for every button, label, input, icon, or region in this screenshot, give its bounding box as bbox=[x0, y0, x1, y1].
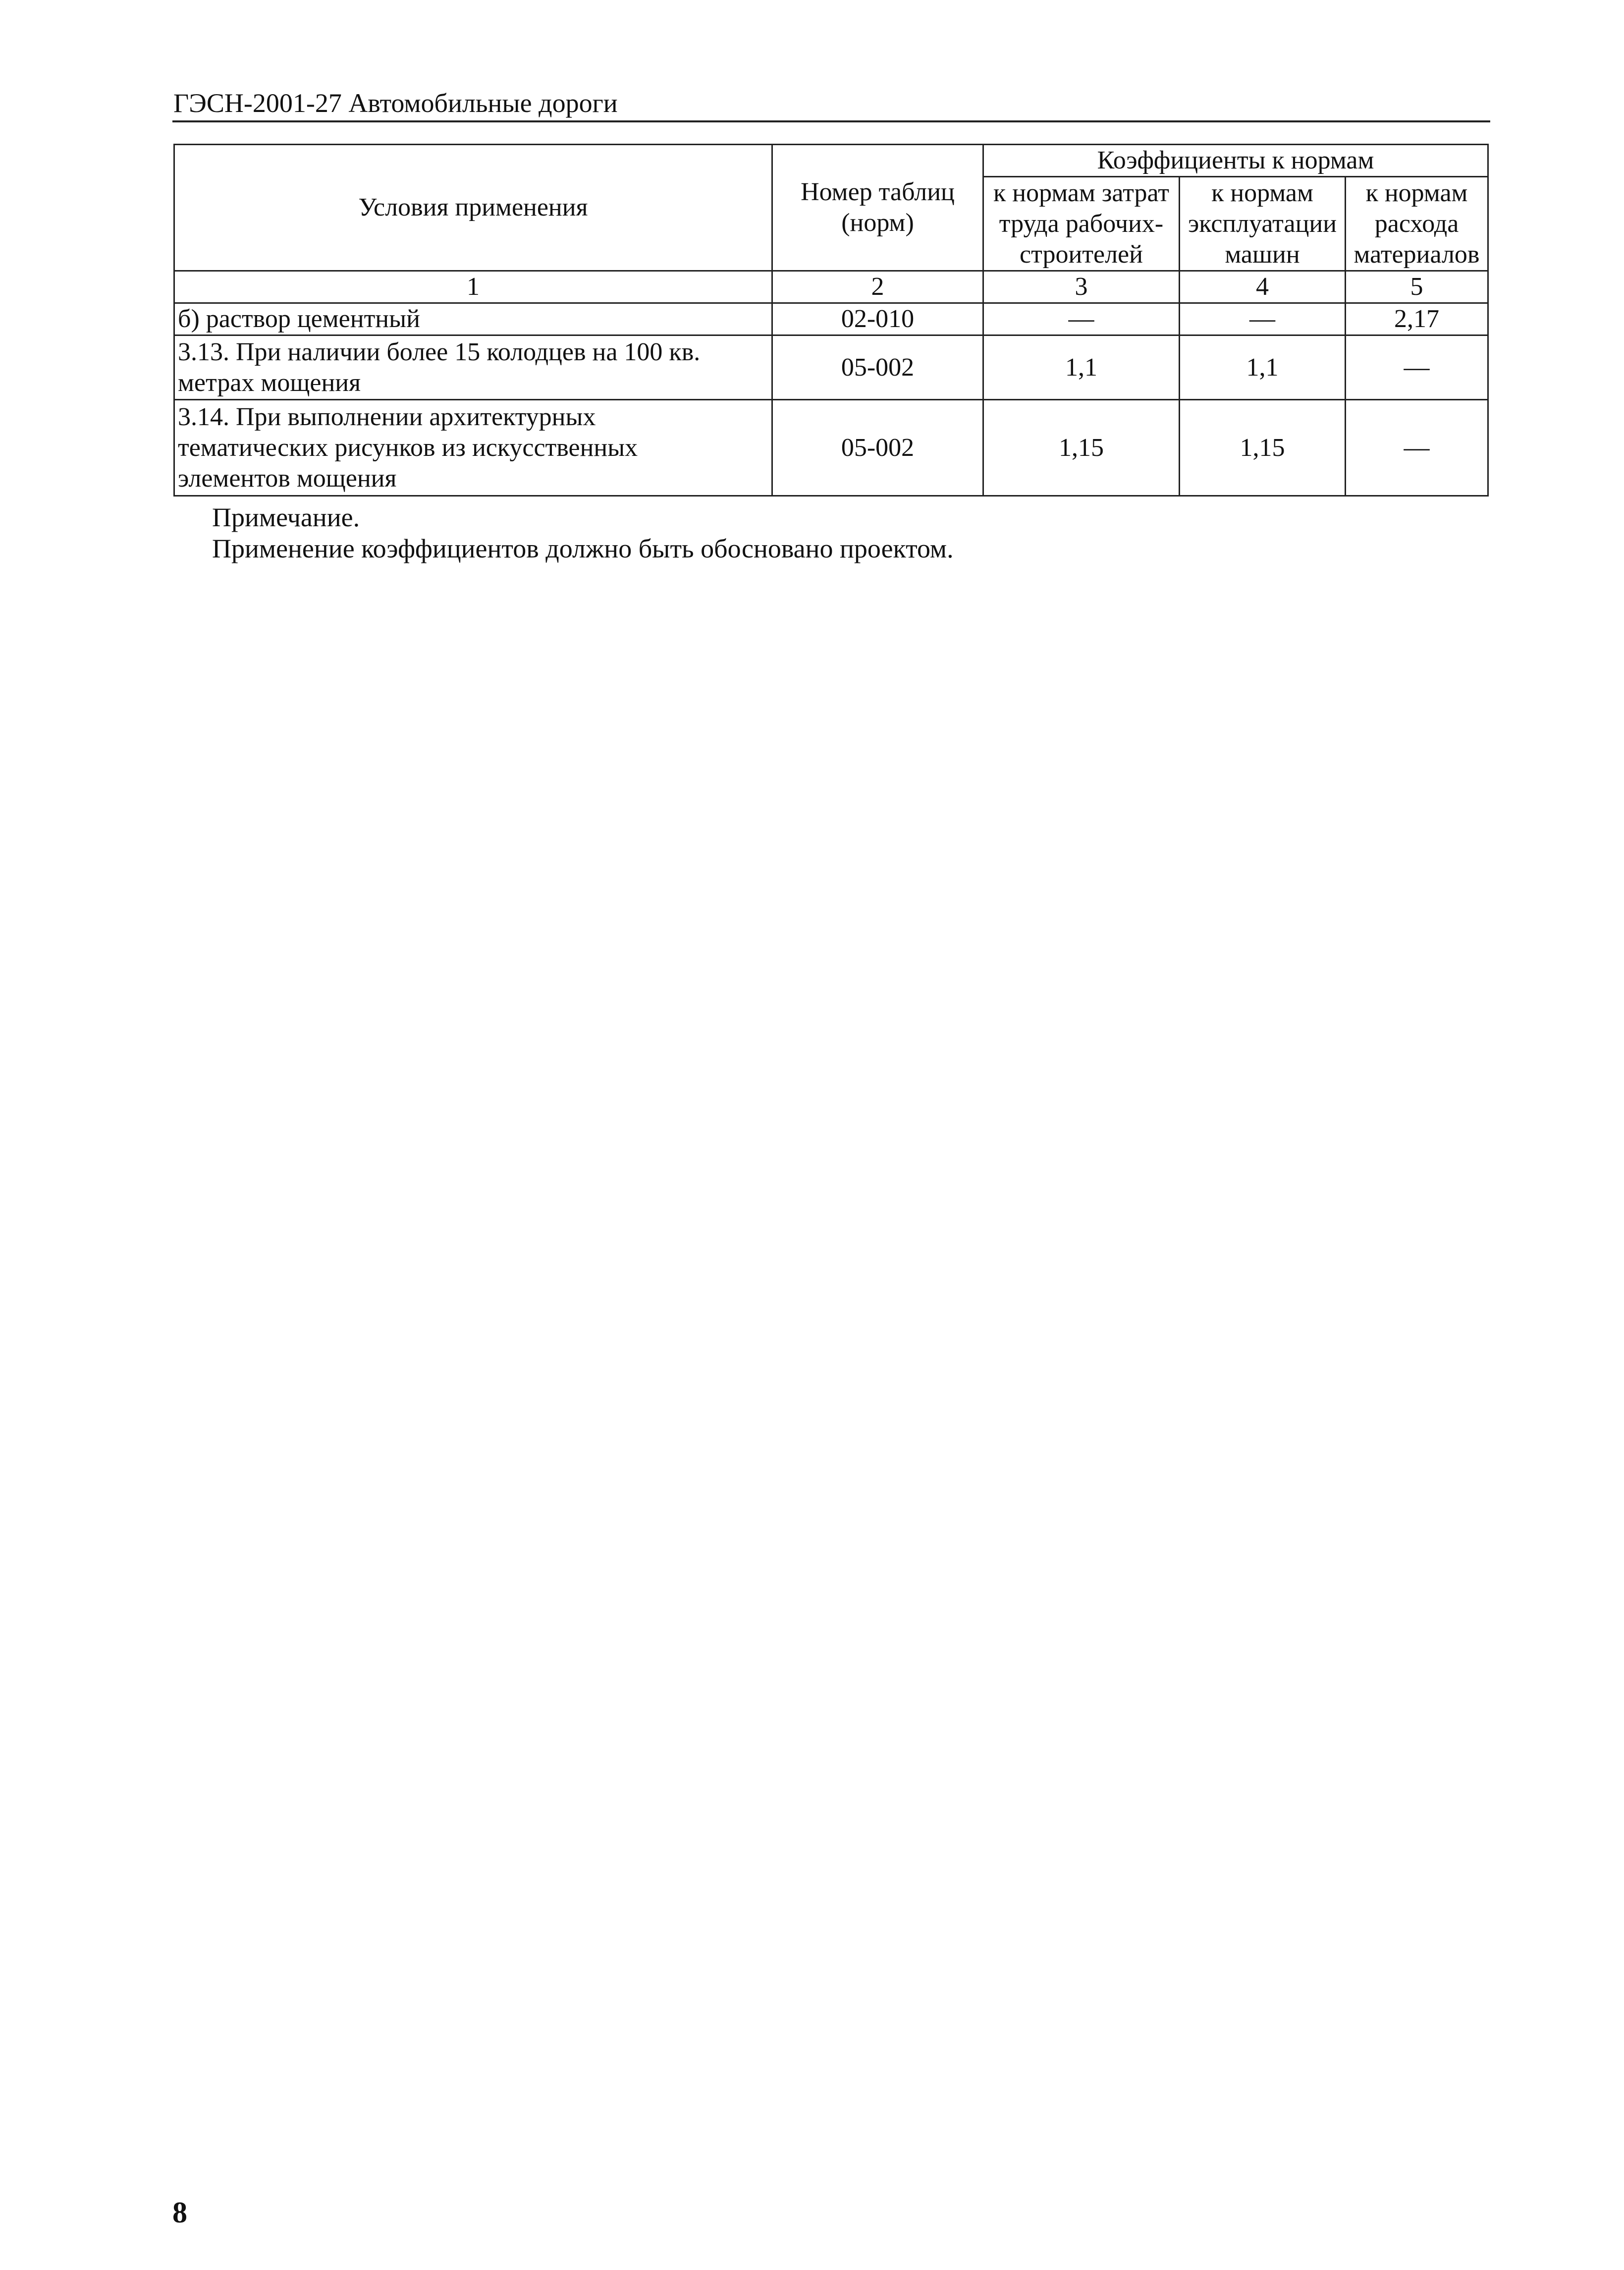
labor-coefficient-cell: 1,15 bbox=[983, 400, 1180, 496]
condition-cell bbox=[174, 335, 772, 400]
header-machines-line2: эксплуатации bbox=[1188, 209, 1337, 238]
table-row bbox=[174, 335, 1488, 400]
condition-line: метрах мощения bbox=[178, 368, 361, 397]
condition-line: 3.14. При выполнении архитектурных bbox=[178, 402, 596, 431]
condition-line: 3.13. При наличии более 15 колодцев на 100 кв. bbox=[178, 337, 701, 366]
column-number: 4 bbox=[1180, 271, 1346, 303]
header-machines bbox=[1180, 177, 1346, 271]
table-row bbox=[174, 303, 1488, 335]
header-materials-line2: расхода bbox=[1374, 209, 1459, 238]
materials-coefficient-cell: — bbox=[1346, 400, 1488, 496]
table-number-cell: 05-002 bbox=[772, 400, 983, 496]
coefficients-table bbox=[173, 144, 1489, 497]
condition-line: элементов мощения bbox=[178, 464, 397, 493]
materials-coefficient-cell: 2,17 bbox=[1346, 303, 1488, 335]
column-number: 3 bbox=[983, 271, 1180, 303]
document-header-title: ГЭСН-2001-27 Автомобильные дороги bbox=[173, 88, 618, 118]
note-title: Примечание. bbox=[212, 502, 360, 532]
machines-coefficient-cell: 1,1 bbox=[1180, 335, 1346, 400]
header-conditions: Условия применения bbox=[174, 145, 772, 271]
header-materials-line1: к нормам bbox=[1365, 178, 1468, 207]
condition-cell bbox=[174, 400, 772, 496]
header-labor-line2: труда рабочих- bbox=[999, 209, 1164, 238]
header-table-number-line1: Номер таблиц bbox=[801, 178, 955, 206]
labor-coefficient-cell: 1,1 bbox=[983, 335, 1180, 400]
header-labor-line1: к нормам затрат bbox=[993, 178, 1169, 207]
note-text: Применение коэффициентов должно быть обосновано проектом. bbox=[212, 534, 954, 563]
header-table-number bbox=[772, 145, 983, 271]
table-row bbox=[174, 400, 1488, 496]
machines-coefficient-cell: — bbox=[1180, 303, 1346, 335]
header-machines-line3: машин bbox=[1225, 240, 1300, 269]
header-labor-line3: строителей bbox=[1020, 240, 1143, 269]
column-number: 2 bbox=[772, 271, 983, 303]
column-number: 5 bbox=[1346, 271, 1488, 303]
header-table-number-line2: (норм) bbox=[841, 209, 914, 237]
header-materials bbox=[1346, 177, 1488, 271]
condition-line: б) раствор цементный bbox=[178, 305, 420, 333]
page-number: 8 bbox=[172, 2196, 187, 2229]
header-coefficients-group: Коэффициенты к нормам bbox=[983, 145, 1488, 177]
header-machines-line1: к нормам bbox=[1211, 178, 1313, 207]
table-number-cell: 02-010 bbox=[772, 303, 983, 335]
machines-coefficient-cell: 1,15 bbox=[1180, 400, 1346, 496]
condition-cell bbox=[174, 303, 772, 335]
column-numbers-row bbox=[174, 271, 1488, 303]
header-labor bbox=[983, 177, 1180, 271]
condition-line: тематических рисунков из искусственных bbox=[178, 433, 638, 462]
materials-coefficient-cell: — bbox=[1346, 335, 1488, 400]
header-materials-line3: материалов bbox=[1353, 240, 1480, 269]
table-number-cell: 05-002 bbox=[772, 335, 983, 400]
column-number: 1 bbox=[174, 271, 772, 303]
labor-coefficient-cell: — bbox=[983, 303, 1180, 335]
header-rule bbox=[172, 120, 1490, 122]
